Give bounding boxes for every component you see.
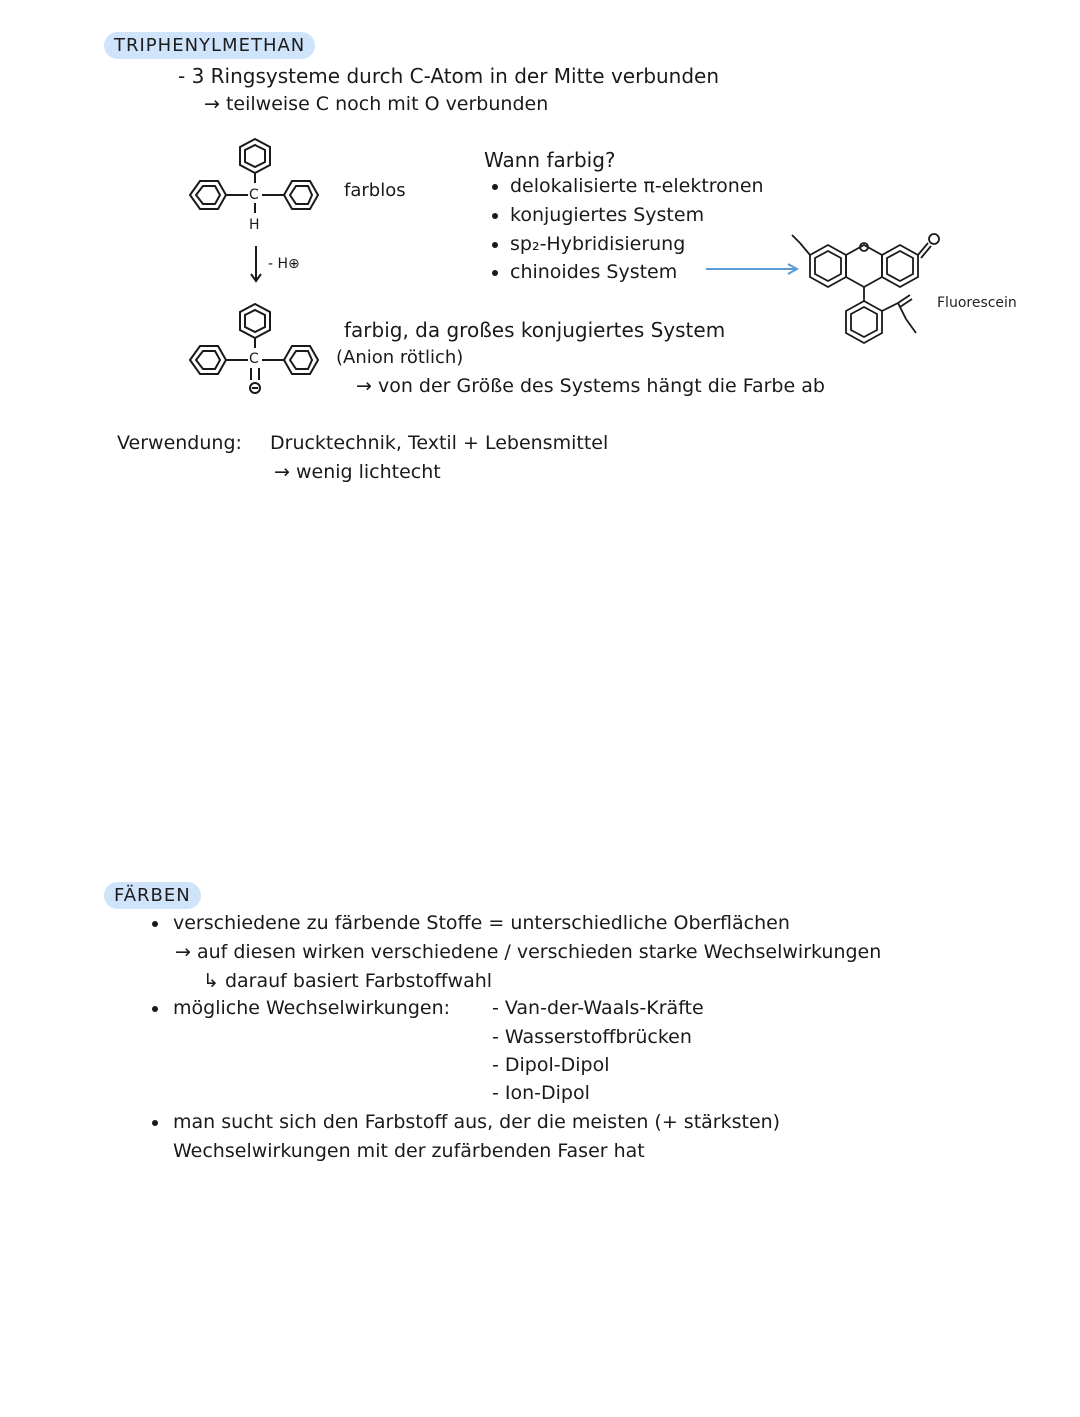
atom-c-top: C xyxy=(249,187,259,203)
usage-note: → wenig lichtecht xyxy=(274,461,441,483)
condition-item: chinoides System xyxy=(510,261,678,283)
faerben-bullet1-line3: ↳ darauf basiert Farbstoffwahl xyxy=(203,970,493,992)
interaction-item: - Wasserstoffbrücken xyxy=(492,1026,692,1048)
usage-label: Verwendung: xyxy=(117,432,242,454)
question-when-colored: Wann farbig? xyxy=(484,148,616,172)
atom-c-bottom: C xyxy=(249,351,259,367)
section-heading-faerben: FÄRBEN xyxy=(104,882,201,909)
colored-explanation-line2: (Anion rötlich) xyxy=(336,347,464,368)
interaction-item: - Van-der-Waals-Kräfte xyxy=(492,997,704,1019)
bullet-dot xyxy=(492,213,498,219)
bullet-dot xyxy=(492,242,498,248)
bullet-dot xyxy=(492,270,498,276)
bullet-dot xyxy=(152,1120,158,1126)
faerben-bullet1-line1: verschiedene zu färbende Stoffe = unterschiedliche Oberflächen xyxy=(173,912,790,934)
section-heading-triphenylmethan: TRIPHENYLMETHAN xyxy=(104,32,315,59)
faerben-bullet3-line2: Wechselwirkungen mit der zufärbenden Faser hat xyxy=(173,1140,645,1162)
usage-text: Drucktechnik, Textil + Lebensmittel xyxy=(270,432,609,454)
colored-explanation-line1: farbig, da großes konjugiertes System xyxy=(344,318,726,342)
interaction-item: - Ion-Dipol xyxy=(492,1082,590,1104)
faerben-bullet1-line2: → auf diesen wirken verschiedene / verschieden starke Wechselwirkungen xyxy=(175,941,882,963)
label-colorless: farblos xyxy=(344,180,406,201)
condition-item: delokalisierte π-elektronen xyxy=(510,175,764,197)
fluorescein-label: Fluorescein xyxy=(937,295,1017,311)
bullet-dot xyxy=(152,1006,158,1012)
faerben-bullet3-line1: man sucht sich den Farbstoff aus, der die meisten (+ stärksten) xyxy=(173,1111,781,1133)
colored-explanation-line3: → von der Größe des Systems hängt die Farbe ab xyxy=(356,375,825,397)
fluorescein-structure xyxy=(770,225,960,355)
intro-line-1: - 3 Ringsysteme durch C-Atom in der Mitte verbunden xyxy=(178,64,720,88)
reaction-arrow-icon xyxy=(250,244,262,284)
reaction-label: - H⊕ xyxy=(268,256,300,272)
triphenylmethane-anion-structure xyxy=(180,300,330,400)
interactions-label: mögliche Wechselwirkungen: xyxy=(173,997,451,1019)
intro-line-2: → teilweise C noch mit O verbunden xyxy=(204,93,549,115)
bullet-dot xyxy=(152,921,158,927)
condition-item: konjugiertes System xyxy=(510,204,705,226)
interaction-item: - Dipol-Dipol xyxy=(492,1054,610,1076)
bullet-dot xyxy=(492,184,498,190)
condition-item: sp₂-Hybridisierung xyxy=(510,233,686,255)
atom-h-top: H xyxy=(249,217,260,233)
